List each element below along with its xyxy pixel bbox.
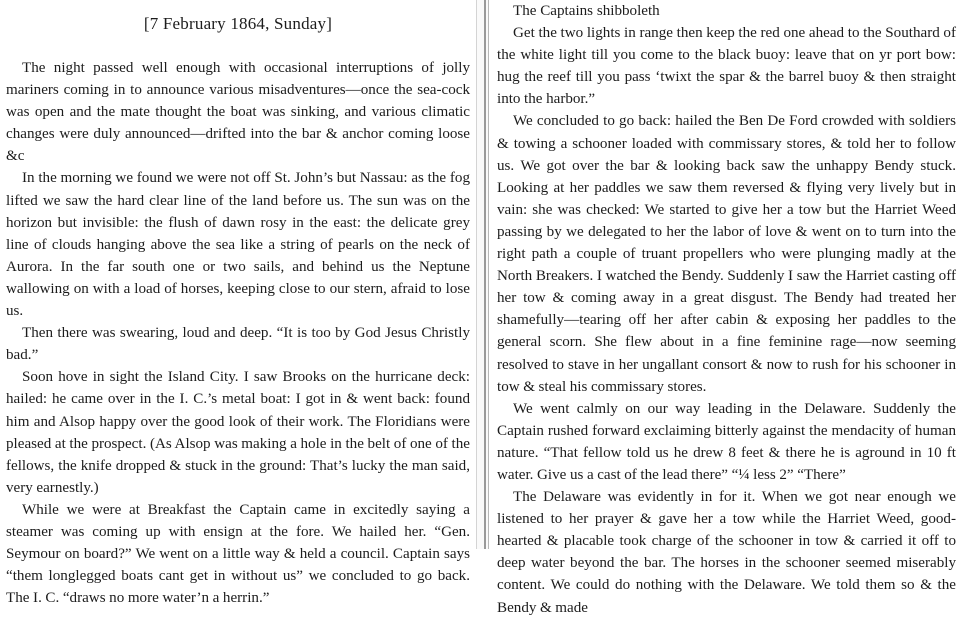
book-gutter	[476, 0, 489, 549]
right-page	[489, 0, 960, 616]
paragraph-morning-nassau: In the morning we found we were not off St. John’s but Nassau: as the fog lifted we saw the hard clear line of the land before us. The sun was on the horizon but invisible: the flush of dawn rosy in the east: the delicate grey line of clouds hanging above the sea like a string of pearls on the neck of Aurora. In the far south one or two sails, and behind us the Neptune wallowing on with a load of horses, keeping close to our stern, afraid to lose us.	[6, 170, 470, 320]
paragraph-swearing: Then there was swearing, loud and deep. “It is too by God Jesus Christly bad.”	[6, 325, 470, 364]
gutter-shadow-line	[484, 0, 486, 549]
paragraph-ben-de-ford: We concluded to go back: hailed the Ben De Ford crowded with soldiers & towing a schooner loaded with commissary stores, & told her to follow us. We got over the bar & looking back saw the unhappy Bendy stuck. Looking at her paddles we saw them reversed & flying very lively but in vain: she was checked: We started to give her a tow but the Harriet Weed passing by we delegated to her the labor of love & went on to turn into the right path a couple of truant propellers who were plunging madly at the North Breakers. I watched the Bendy. Suddenly I saw the Harriet casting off her tow & coming away in a great disgust. The Bendy had treated her shamefully—tearing off her after cabin & exposing her paddles to the general scorn. She flew about in a fine feminine rage—now seeming resolved to stave in her ungallant consort & now to rush for his schooner in tow & steal his commissary stores.	[497, 113, 956, 395]
shibboleth-title: The Captains shibboleth	[513, 3, 660, 19]
date-heading: [7 February 1864, Sunday]	[143, 14, 333, 33]
paragraph-delaware-tow: The Delaware was evidently in for it. When we got near enough we listened to her prayer & gave her a tow while the Harriet Weed, good-hearted & placable took charge of the schooner in tow & carried it off to deep water beyond the bar. The horses in the schooner seemed miserably content. We could do nothing with the Delaware. We told them so & the Bendy & made	[497, 489, 956, 616]
paragraph-delaware-lead: We went calmly on our way leading in the Delaware. Suddenly the Captain rushed forward exclaiming bitterly against the mendacity of human nature. “That fellow told us he drew 8 feet & there he is aground in 10 ft water. Give us a cast of the lead there” “¼ less 2” “There”	[497, 400, 956, 483]
paragraph-island-city: Soon hove in sight the Island City. I saw Brooks on the hurricane deck: hailed: he came over in the I. C.’s metal boat: I got in & went back: found him and Alsop happy over the good look of their work. The Floridians were pleased at the prospect. (As Alsop was making a hole in the belt of one of the fellows, the knife dropped & stuck in the ground: That’s lucky the man said, very earnestly.)	[6, 369, 470, 496]
paragraph-two-lights: Get the two lights in range then keep the red one ahead to the Southard of the white light till you come to the black buoy: leave that on yr port bow: hug the reef till you pass ‘twixt the spar & the barrel buoy & then straight into the harbor.”	[497, 25, 956, 108]
paragraph-breakfast: While we were at Breakfast the Captain came in excitedly saying a steamer was coming up with ensign at the fore. We hailed her. “Gen. Seymour on board?” We went on a little way & held a council. Captain says “them longlegged boats cant get in without us” we concluded to go back. The I. C. “draws no more water’n a herrin.”	[6, 501, 470, 607]
paragraph-night-passed: The night passed well enough with occasional interruptions of jolly mariners coming in to announce various misadventures—once the sea-cock was open and the mate thought the boat was sinking, and various climatic changes were duly announced—drifted into the bar & anchor coming loose &c	[6, 60, 470, 165]
left-page	[0, 0, 474, 607]
